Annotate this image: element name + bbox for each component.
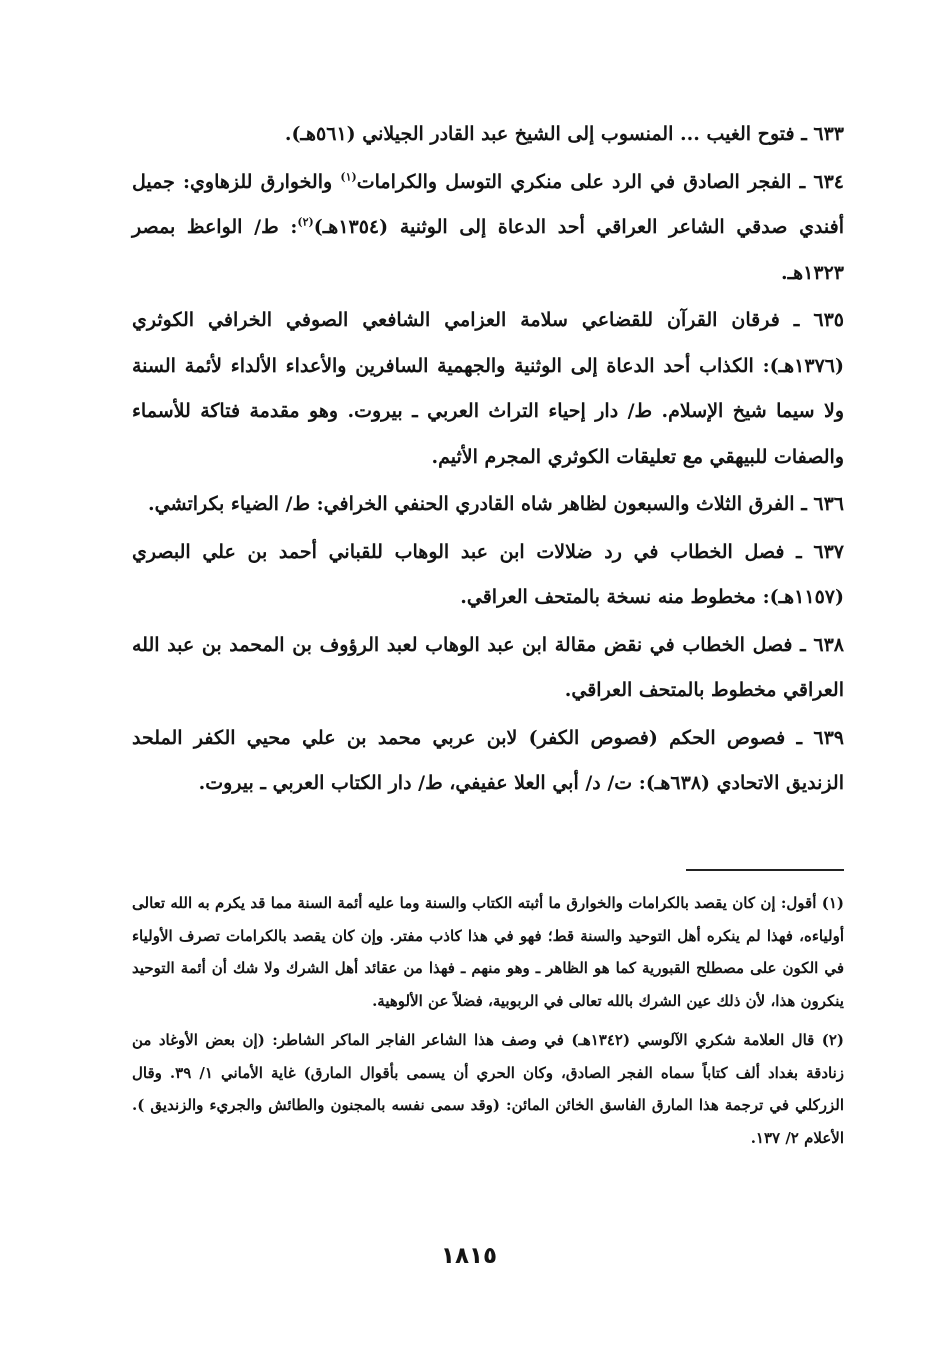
page-number: ١٨١٥ [440, 1243, 498, 1269]
entry-635: ٦٣٥ ـ فرقان القرآن للقضاعي سلامة العزامي الشافعي الصوفي الخرافي الكوثري (١٣٧٦هـ): الكذاب أحد الدعاة إلى الوثنية والجهمية السافرين والأعداء الألداء لأئمة السنة ولا سيما شيخ الإسلام. ط/ دار إحياء التراث العربي ـ بيروت. وهو مقدمة فتاكة للأسماء والصفات للبيهقي مع تعليقات الكوثري المجرم الأثيم. [132, 309, 844, 468]
entry-638: ٦٣٨ ـ فصل الخطاب في نقض مقالة ابن عبد الوهاب لعبد الرؤوف بن المحمد بن عبد الله العراقي مخطوط بالمتحف العراقي. [132, 633, 844, 701]
footnotes [132, 887, 844, 1161]
entry-634-text-middle: والخوارق للزهاوي: جميل أفندي صدقي الشاعر العراقي أحد الدعاة إلى الوثنية (١٣٥٤هـ) [132, 170, 845, 238]
entry-637: ٦٣٧ ـ فصل الخطاب في رد ضلالات ابن عبد الوهاب للقباني أحمد بن علي البصري (١١٥٧هـ): مخطوط منه نسخة بالمتحف العراقي. [132, 540, 844, 608]
footnote-2: (٢) قال العلامة شكري الآلوسي (١٣٤٢هـ) في وصف هذا الشاعر الفاجر الماكر الشاطر: (إن بعض الأوغاد من زنادقة بغداد ألف كتاباً سماه الفجر الصادق، وكان الحري أن يسمى بأقوال المارق) غاية الأماني ١/ ٣٩. وقال الزركلي في ترجمة هذا المارق الفاسق الخائن المائن: (وقد سمى نفسه بالمجنون والطائش والجريء والزنديق ). الأعلام ٢/ ١٣٧. [132, 1031, 845, 1147]
footnote-ref-2[interactable]: (٢) [297, 215, 314, 229]
main-text [132, 112, 844, 809]
entry-639: ٦٣٩ ـ فصوص الحكم (فصوص الكفر) لابن عربي محمد بن علي محيي الكفر الملحد الزنديق الاتحادي (٦٣٨هـ): ت/ د/ أبي العلا عفيفي، ط/ دار الكتاب العربي ـ بيروت. [132, 726, 844, 794]
footnote-ref-1[interactable]: (١) [340, 170, 357, 184]
footnote-1: (١) أقول: إن كان يقصد بالكرامات والخوارق ما أثبته الكتاب والسنة وما عليه أئمة السنة مما قد يكرم به الله تعالى أولياءه، فهذا لم ينكره أهل التوحيد والسنة قط؛ فهو في هذا كاذب مفتر. وإن كان يقصد بالكرامات تصرف الأولياء في الكون على مصطلح القبورية كما هو الظاهر ـ وهو منهم ـ فهذا من عقائد أهل الشرك ولا شك أن أئمة التوحيد ينكرون هذا، لأن ذلك عين الشرك بالله تعالى في الربوبية، فضلاً عن الألوهية. [132, 894, 844, 1010]
entry-634-text-end: : ط/ الواعظ بمصر ١٣٢٣هـ. [132, 216, 844, 284]
entry-634-text-start: ٦٣٤ ـ الفجر الصادق في الرد على منكري التوسل والكرامات [356, 170, 844, 193]
entry-636: ٦٣٦ ـ الفرق الثلاث والسبعون لظاهر شاه القادري الحنفي الخرافي: ط/ الضياء بكراتشي. [148, 493, 844, 515]
entry-633: ٦٣٣ ـ فتوح الغيب ... المنسوب إلى الشيخ عبد القادر الجيلاني (٥٦١هـ). [284, 123, 844, 145]
entry-634 [132, 160, 844, 297]
footnote-separator [686, 869, 844, 871]
